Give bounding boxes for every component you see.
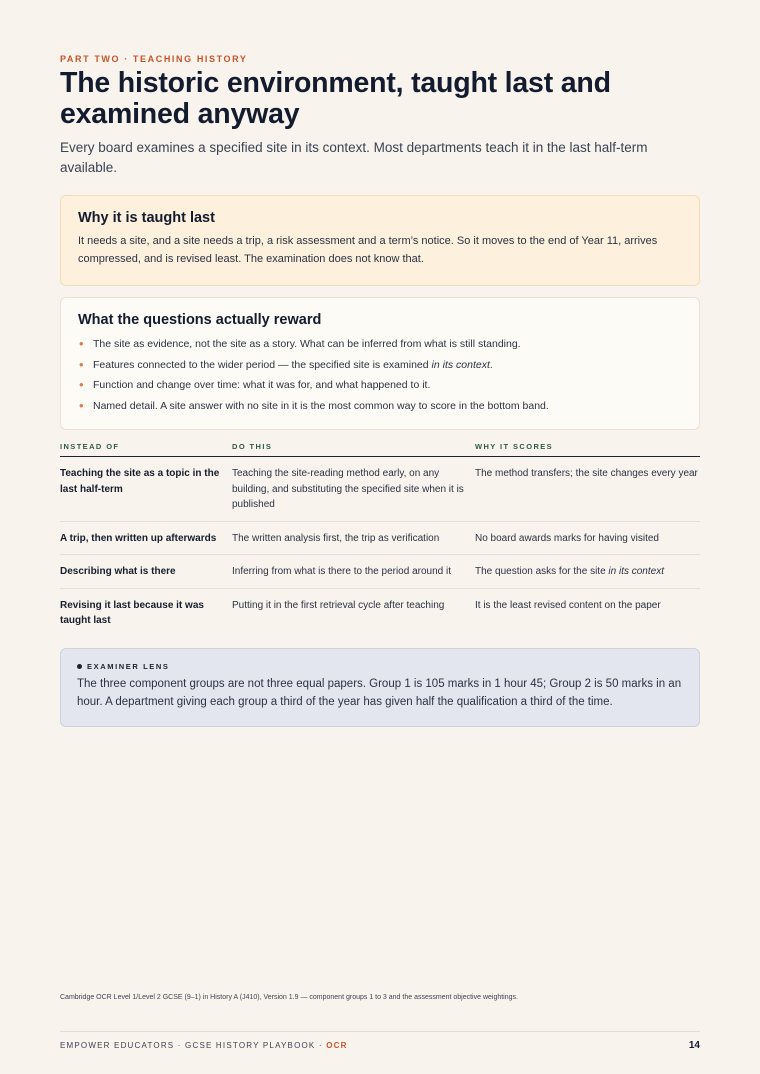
examiner-lens-callout [60,648,700,727]
cell-text: It is the least revised content on the paper [475,599,661,611]
cell-do-this: Putting it in the first retrieval cycle after teaching [232,599,445,611]
cell-why-it-scores [475,564,700,580]
bullet-text: The site as evidence, not the site as a story. What can be inferred from what is still standing. [93,338,521,350]
cell-text: The question asks for the site [475,566,609,577]
cell-instead-of: Describing what is there [60,566,176,577]
cell-do-this: Teaching the site-reading method early, on any building, and substituting the specified site when it is published [232,468,464,510]
reward-bullet-list [78,334,682,416]
cell-emphasis: in its context [608,566,664,577]
bullet-text: Named detail. A site answer with no site in it is the most common way to score in the bottom band. [93,399,549,412]
cell-why-it-scores [475,531,700,547]
cell-instead-of: A trip, then written up afterwards [60,532,217,544]
bullet-dot-icon: • [79,377,84,392]
page-number: 14 [688,1039,700,1051]
footer-brand: OCR [326,1040,348,1050]
section-eyebrow: PART TWO · TEACHING HISTORY [60,54,248,64]
bullet-text: Function and change over time: what it was for, and what happened to it. [93,379,431,391]
lens-label: EXAMINER LENS [87,662,170,671]
cell-text: No board awards marks for having visited [475,532,659,544]
page-title: The historic environment, taught last and examined anyway [60,67,611,130]
why-taught-last-card [60,195,700,286]
why-card-heading: Why it is taught last [78,210,215,226]
cell-instead-of: Teaching the site as a topic in the last half-term [60,468,220,495]
column-header-do-this: DO THIS [232,442,273,451]
table-row [60,555,700,589]
bullet-emphasis: in its context [431,358,490,371]
table-row [60,457,700,522]
cell-why-it-scores [475,466,700,513]
bullet-dot-icon: • [79,336,84,351]
cell-do-this: The written analysis first, the trip as verification [232,532,440,544]
lens-body: The three component groups are not three equal papers. Group 1 is 105 marks in 1 hour 45; Group 2 is 50 marks in an hour. A department giving each group a third of the year has given half the qualification a third of the time. [77,678,682,708]
lens-dot-icon [77,664,82,669]
cell-do-this: Inferring from what is there to the period around it [232,566,452,577]
questions-reward-card [60,297,700,430]
table-header-row [60,437,700,457]
list-item [78,334,682,355]
reward-card-heading: What the questions actually reward [78,312,322,328]
why-card-body: It needs a site, and a site needs a trip, a risk assessment and a term’s notice. So it moves to the end of Year 11, arrives compressed, and is revised least. The examination does not know that. [78,235,658,265]
lens-label-row [77,662,683,671]
bullet-text-end: . [489,358,493,371]
page-footer [60,1031,700,1058]
footer-running-title [60,1041,348,1050]
cell-text: The method transfers; the site changes every year [475,468,698,479]
column-header-instead-of: INSTEAD OF [60,442,120,451]
cell-why-it-scores [475,598,700,629]
bullet-dot-icon: • [79,397,84,413]
list-item [78,355,682,376]
table-row [60,522,700,556]
cell-instead-of: Revising it last because it was taught last [60,599,204,626]
bullet-dot-icon: • [79,356,84,372]
footer-title: EMPOWER EDUCATORS · GCSE HISTORY PLAYBOOK · [60,1040,327,1050]
bullet-text: Features connected to the wider period — the specified site is examined [93,358,432,371]
table-row [60,589,700,637]
instead-of-table [60,437,700,637]
list-item [78,375,682,396]
column-header-why-it-scores: WHY IT SCORES [475,442,554,451]
source-note: Cambridge OCR Level 1/Level 2 GCSE (9–1) in History A (J410), Version 1.9 — component groups 1 to 3 and the assessment objective weightings. [60,994,518,1001]
list-item [78,396,682,417]
page-lede: Every board examines a specified site in its context. Most departments teach it in the last half-term available. [60,140,648,175]
